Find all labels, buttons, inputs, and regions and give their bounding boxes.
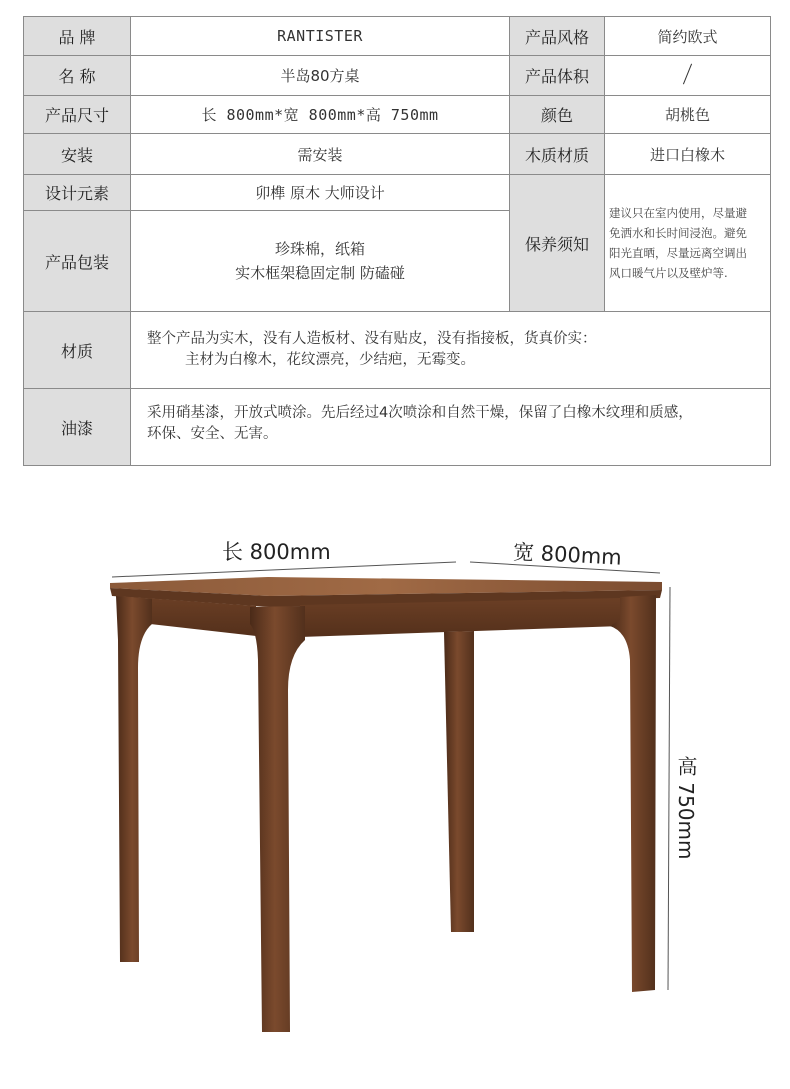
install-value: 需安装 bbox=[131, 134, 510, 175]
paint-label: 油漆 bbox=[24, 389, 131, 466]
paint-line: 采用硝基漆，开放式喷涂。先后经过4次喷涂和自然干燥，保留了白橡木纹理和质感， bbox=[147, 405, 693, 421]
design-label: 设计元素 bbox=[24, 175, 131, 211]
wood-label: 木质材质 bbox=[510, 134, 605, 175]
paint-line: 环保、安全、无害。 bbox=[147, 426, 278, 442]
height-dimension-label: 高 750mm bbox=[674, 756, 698, 860]
package-line: 珍珠棉，纸箱 bbox=[274, 240, 365, 258]
care-line: 建议只在室内使用，尽量避 bbox=[609, 206, 747, 220]
table-leg-right bbox=[610, 595, 656, 992]
volume-label: 产品体积 bbox=[510, 56, 605, 96]
wood-value: 进口白橡木 bbox=[605, 134, 771, 175]
size-label: 产品尺寸 bbox=[24, 96, 131, 134]
style-value: 简约欧式 bbox=[605, 17, 771, 56]
table-leg-back bbox=[444, 631, 474, 932]
package-line: 实木框架稳固定制 防磕碰 bbox=[235, 264, 405, 282]
design-value: 卯榫 原木 大师设计 bbox=[131, 175, 510, 211]
color-value: 胡桃色 bbox=[605, 96, 771, 134]
care-line: 阳光直晒，尽量远离空调出 bbox=[609, 246, 747, 260]
length-dimension-label: 长 800mm bbox=[222, 540, 331, 564]
package-label: 产品包装 bbox=[24, 211, 131, 312]
care-line: 风口暖气片以及壁炉等. bbox=[609, 266, 728, 280]
table-leg-left bbox=[116, 596, 152, 962]
material-label: 材质 bbox=[24, 312, 131, 389]
color-label: 颜色 bbox=[510, 96, 605, 134]
size-value: 长 800mm*宽 800mm*高 750mm bbox=[131, 96, 510, 134]
name-label: 名 称 bbox=[24, 56, 131, 96]
care-line: 免洒水和长时间浸泡。避免 bbox=[609, 226, 747, 240]
material-line: 整个产品为实木，没有人造板材、没有贴皮，没有指接板，货真价实： bbox=[147, 331, 597, 347]
install-label: 安装 bbox=[24, 134, 131, 175]
table-leg-front bbox=[250, 606, 305, 1032]
name-value: 半岛80方桌 bbox=[131, 56, 510, 96]
height-dimension-line bbox=[668, 587, 670, 990]
care-label: 保养须知 bbox=[510, 175, 605, 312]
material-line: 主材为白橡木，花纹漂亮，少结疤，无霉变。 bbox=[185, 352, 475, 368]
brand-value: RANTISTER bbox=[131, 17, 510, 56]
width-dimension-label: 宽 800mm bbox=[512, 539, 623, 570]
brand-label: 品 牌 bbox=[24, 17, 131, 56]
style-label: 产品风格 bbox=[510, 17, 605, 56]
